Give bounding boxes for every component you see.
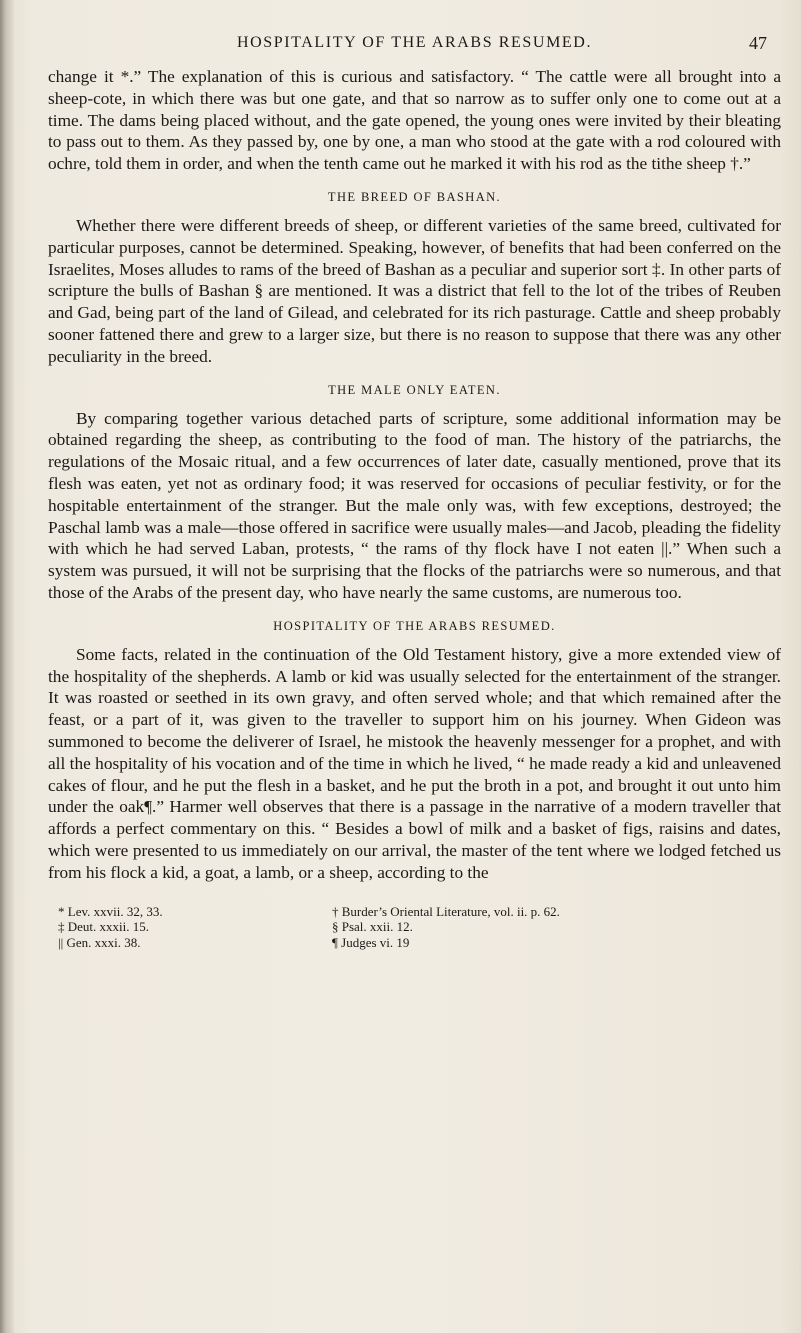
paragraph-tithe-sheep: change it *.” The explanation of this is curious and satisfactory. “ The cattle were all brought into a sheep-cote, in which there was but one gate, and that so narrow as to suffer only one to come out at a time. The dams being placed without, and the gate opened, the young ones were invited by their bleating to pass out to them. As they passed by, one by one, a man who stood at the gate with a rod coloured with ochre, told them in order, and when the tenth came out he marked it with his rod as the tithe sheep †.” [48, 67, 781, 174]
footnote: † Burder’s Oriental Literature, vol. ii. p. 62. [332, 903, 560, 919]
footnote: ‡ Deut. xxxii. 15. [58, 919, 149, 935]
page-header [48, 26, 781, 60]
paragraph-breed-of-bashan: Whether there were different breeds of sheep, or different varieties of the same breed, cultivated for particular purposes, cannot be determined. Speaking, however, of benefits that had been conferred on the Israelites, Moses alludes to rams of the breed of Bashan as a peculiar and superior sort ‡. In other parts of scripture the bulls of Bashan § are mentioned. It was a district that fell to the lot of the tribes of Reuben and Gad, being part of the land of Gilead, and celebrated for its rich pasturage. Cattle and sheep probably sooner fattened there and grew to a larger size, but there is no reason to suppose that there was any other peculiarity in the breed. [48, 215, 781, 366]
heading-hospitality-resumed: HOSPITALITY OF THE ARABS RESUMED. [273, 618, 556, 633]
running-head: HOSPITALITY OF THE ARABS RESUMED. [236, 34, 593, 51]
footnote: ¶ Judges vi. 19 [332, 934, 410, 950]
paragraph-hospitality-resumed: Some facts, related in the continuation of the Old Testament history, give a more extended view of the hospitality of the shepherds. A lamb or kid was usually selected for the entertainment of the stranger. It was roasted or seethed in its own gravy, and often served whole; and that which remained after the feast, or a part of it, was given to the traveller to support him on his journey. When Gideon was summoned to become the deliverer of Israel, he mistook the heavenly messenger for a prophet, and with all the hospitality of his vocation and of the time in which he lived, “ he made ready a kid and unleavened cakes of flour, and he put the flesh in a basket, and he put the broth in a pot, and brought it out unto him under the oak¶.” Harmer well observes that there is a passage in the narrative of a modern traveller that affords a perfect commentary on this. “ Besides a bowl of milk and a basket of figs, raisins and dates, which were presented to us immediately on our arrival, the master of the tent where we lodged fetched us from his flock a kid, a goat, a lamb, or a sheep, according to the [48, 644, 781, 882]
heading-male-only-eaten: THE MALE ONLY EATEN. [328, 382, 501, 397]
body-text [48, 66, 781, 884]
footnote: || Gen. xxxi. 38. [58, 934, 141, 950]
footnote: * Lev. xxvii. 32, 33. [58, 903, 163, 919]
page-number: 47 [749, 33, 767, 53]
paragraph-male-only-eaten: By comparing together various detached parts of scripture, some additional information may be obtained regarding the sheep, as contributing to the food of man. The history of the patriarchs, the regulations of the Mosaic ritual, and a few occurrences of later date, casually mentioned, prove that its flesh was eaten, yet not as ordinary food; it was reserved for occasions of peculiar festivity, or for the hospitable entertainment of the stranger. But the male only was, with few exceptions, destroyed; the Paschal lamb was a male—those offered in sacrifice were usually males—and Jacob, pleading the fidelity with which he had served Laban, protests, “ the rams of thy flock have I not eaten ||.” When such a system was pursued, it will not be surprising that the flocks of the patriarchs were so numerous, and that those of the Arabs of the present day, who have nearly the same customs, are numerous too. [48, 408, 781, 602]
heading-breed-of-bashan: THE BREED OF BASHAN. [327, 189, 502, 204]
page-gutter-shadow [0, 0, 14, 1333]
footnote: § Psal. xxii. 12. [332, 919, 413, 935]
footnotes [48, 904, 781, 951]
